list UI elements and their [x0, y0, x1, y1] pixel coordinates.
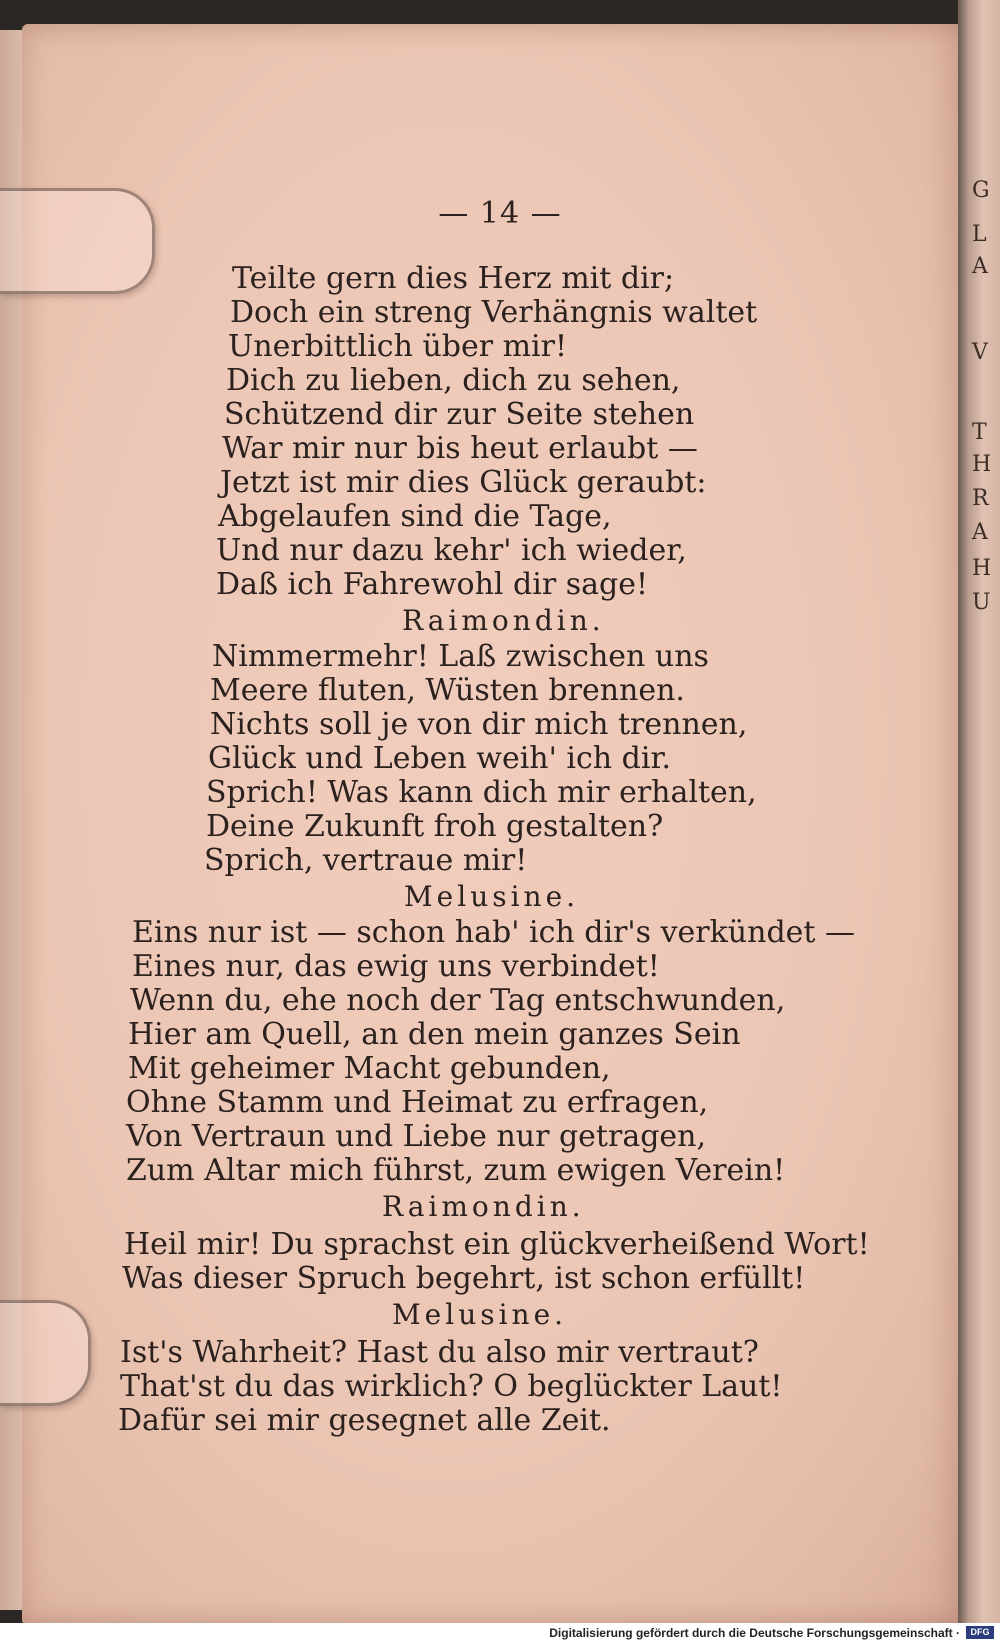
- next-page-edge: [958, 0, 1000, 1641]
- verse-line: Sprich! Was kann dich mir erhalten,: [206, 775, 757, 810]
- next-page-glyph: H: [972, 452, 992, 477]
- verse-line: Unerbittlich über mir!: [228, 329, 568, 364]
- next-page-glyph: V: [972, 340, 988, 365]
- speaker-name: Melusine.: [392, 1298, 568, 1331]
- next-page-glyph: L: [972, 222, 987, 247]
- verse-line: Schützend dir zur Seite stehen: [224, 397, 695, 432]
- verse-line: Abgelaufen sind die Tage,: [218, 499, 612, 534]
- verse-line: Sprich, vertraue mir!: [204, 843, 528, 878]
- verse-line: Deine Zukunft froh gestalten?: [206, 809, 664, 844]
- dfg-logo-icon: DFG: [966, 1626, 994, 1639]
- page-number: — 14 —: [438, 196, 562, 231]
- verse-line: Hier am Quell, an den mein ganzes Sein: [128, 1017, 741, 1052]
- next-page-glyph: H: [972, 556, 992, 581]
- verse-line: Eines nur, das ewig uns verbindet!: [132, 949, 660, 984]
- verse-line: Daß ich Fahrewohl dir sage!: [216, 567, 649, 602]
- next-page-glyph: A: [972, 520, 988, 545]
- verse-line: Doch ein streng Verhängnis waltet: [230, 295, 758, 330]
- speaker-name: Melusine.: [404, 880, 580, 913]
- verse-line: That'st du das wirklich? O beglückter Laut!: [120, 1369, 783, 1404]
- footer-bar: [0, 1623, 1000, 1641]
- verse-line: Teilte gern dies Herz mit dir;: [232, 261, 675, 296]
- verse-line: Glück und Leben weih' ich dir.: [208, 741, 672, 776]
- verse-line: War mir nur bis heut erlaubt —: [222, 431, 698, 466]
- verse-line: Was dieser Spruch begehrt, ist schon erfüllt!: [122, 1261, 806, 1296]
- verse-line: Und nur dazu kehr' ich wieder,: [216, 533, 687, 568]
- verse-line: Nimmermehr! Laß zwischen uns: [212, 639, 709, 674]
- verse-line: Ist's Wahrheit? Hast du also mir vertraut?: [120, 1335, 759, 1370]
- verse-line: Von Vertraun und Liebe nur getragen,: [126, 1119, 707, 1154]
- verse-line: Dich zu lieben, dich zu sehen,: [226, 363, 681, 398]
- verse-line: Meere fluten, Wüsten brennen.: [210, 673, 685, 708]
- verse-line: Zum Altar mich führst, zum ewigen Verein!: [126, 1153, 786, 1188]
- verse-line: Nichts soll je von dir mich trennen,: [210, 707, 748, 742]
- verse-line: Dafür sei mir gesegnet alle Zeit.: [118, 1403, 611, 1438]
- funding-credit: Digitalisierung gefördert durch die Deutsche Forschungsgemeinschaft ·: [549, 1626, 960, 1640]
- verse-line: Wenn du, ehe noch der Tag entschwunden,: [130, 983, 786, 1018]
- speaker-name: Raimondin.: [402, 604, 605, 637]
- next-page-glyph: U: [972, 590, 991, 615]
- paper-clip-bottom: [0, 1300, 91, 1406]
- next-page-glyph: A: [972, 254, 988, 279]
- verse-line: Mit geheimer Macht gebunden,: [128, 1051, 611, 1086]
- next-page-glyph: R: [972, 486, 989, 511]
- next-page-glyph: T: [972, 420, 987, 445]
- verse-line: Eins nur ist — schon hab' ich dir's verkündet —: [132, 915, 856, 950]
- verse-line: Jetzt ist mir dies Glück geraubt:: [220, 465, 707, 500]
- verse-line: Heil mir! Du sprachst ein glückverheißend Wort!: [124, 1227, 870, 1262]
- verse-line: Ohne Stamm und Heimat zu erfragen,: [126, 1085, 709, 1120]
- next-page-glyph: G: [972, 178, 990, 203]
- speaker-name: Raimondin.: [382, 1190, 585, 1223]
